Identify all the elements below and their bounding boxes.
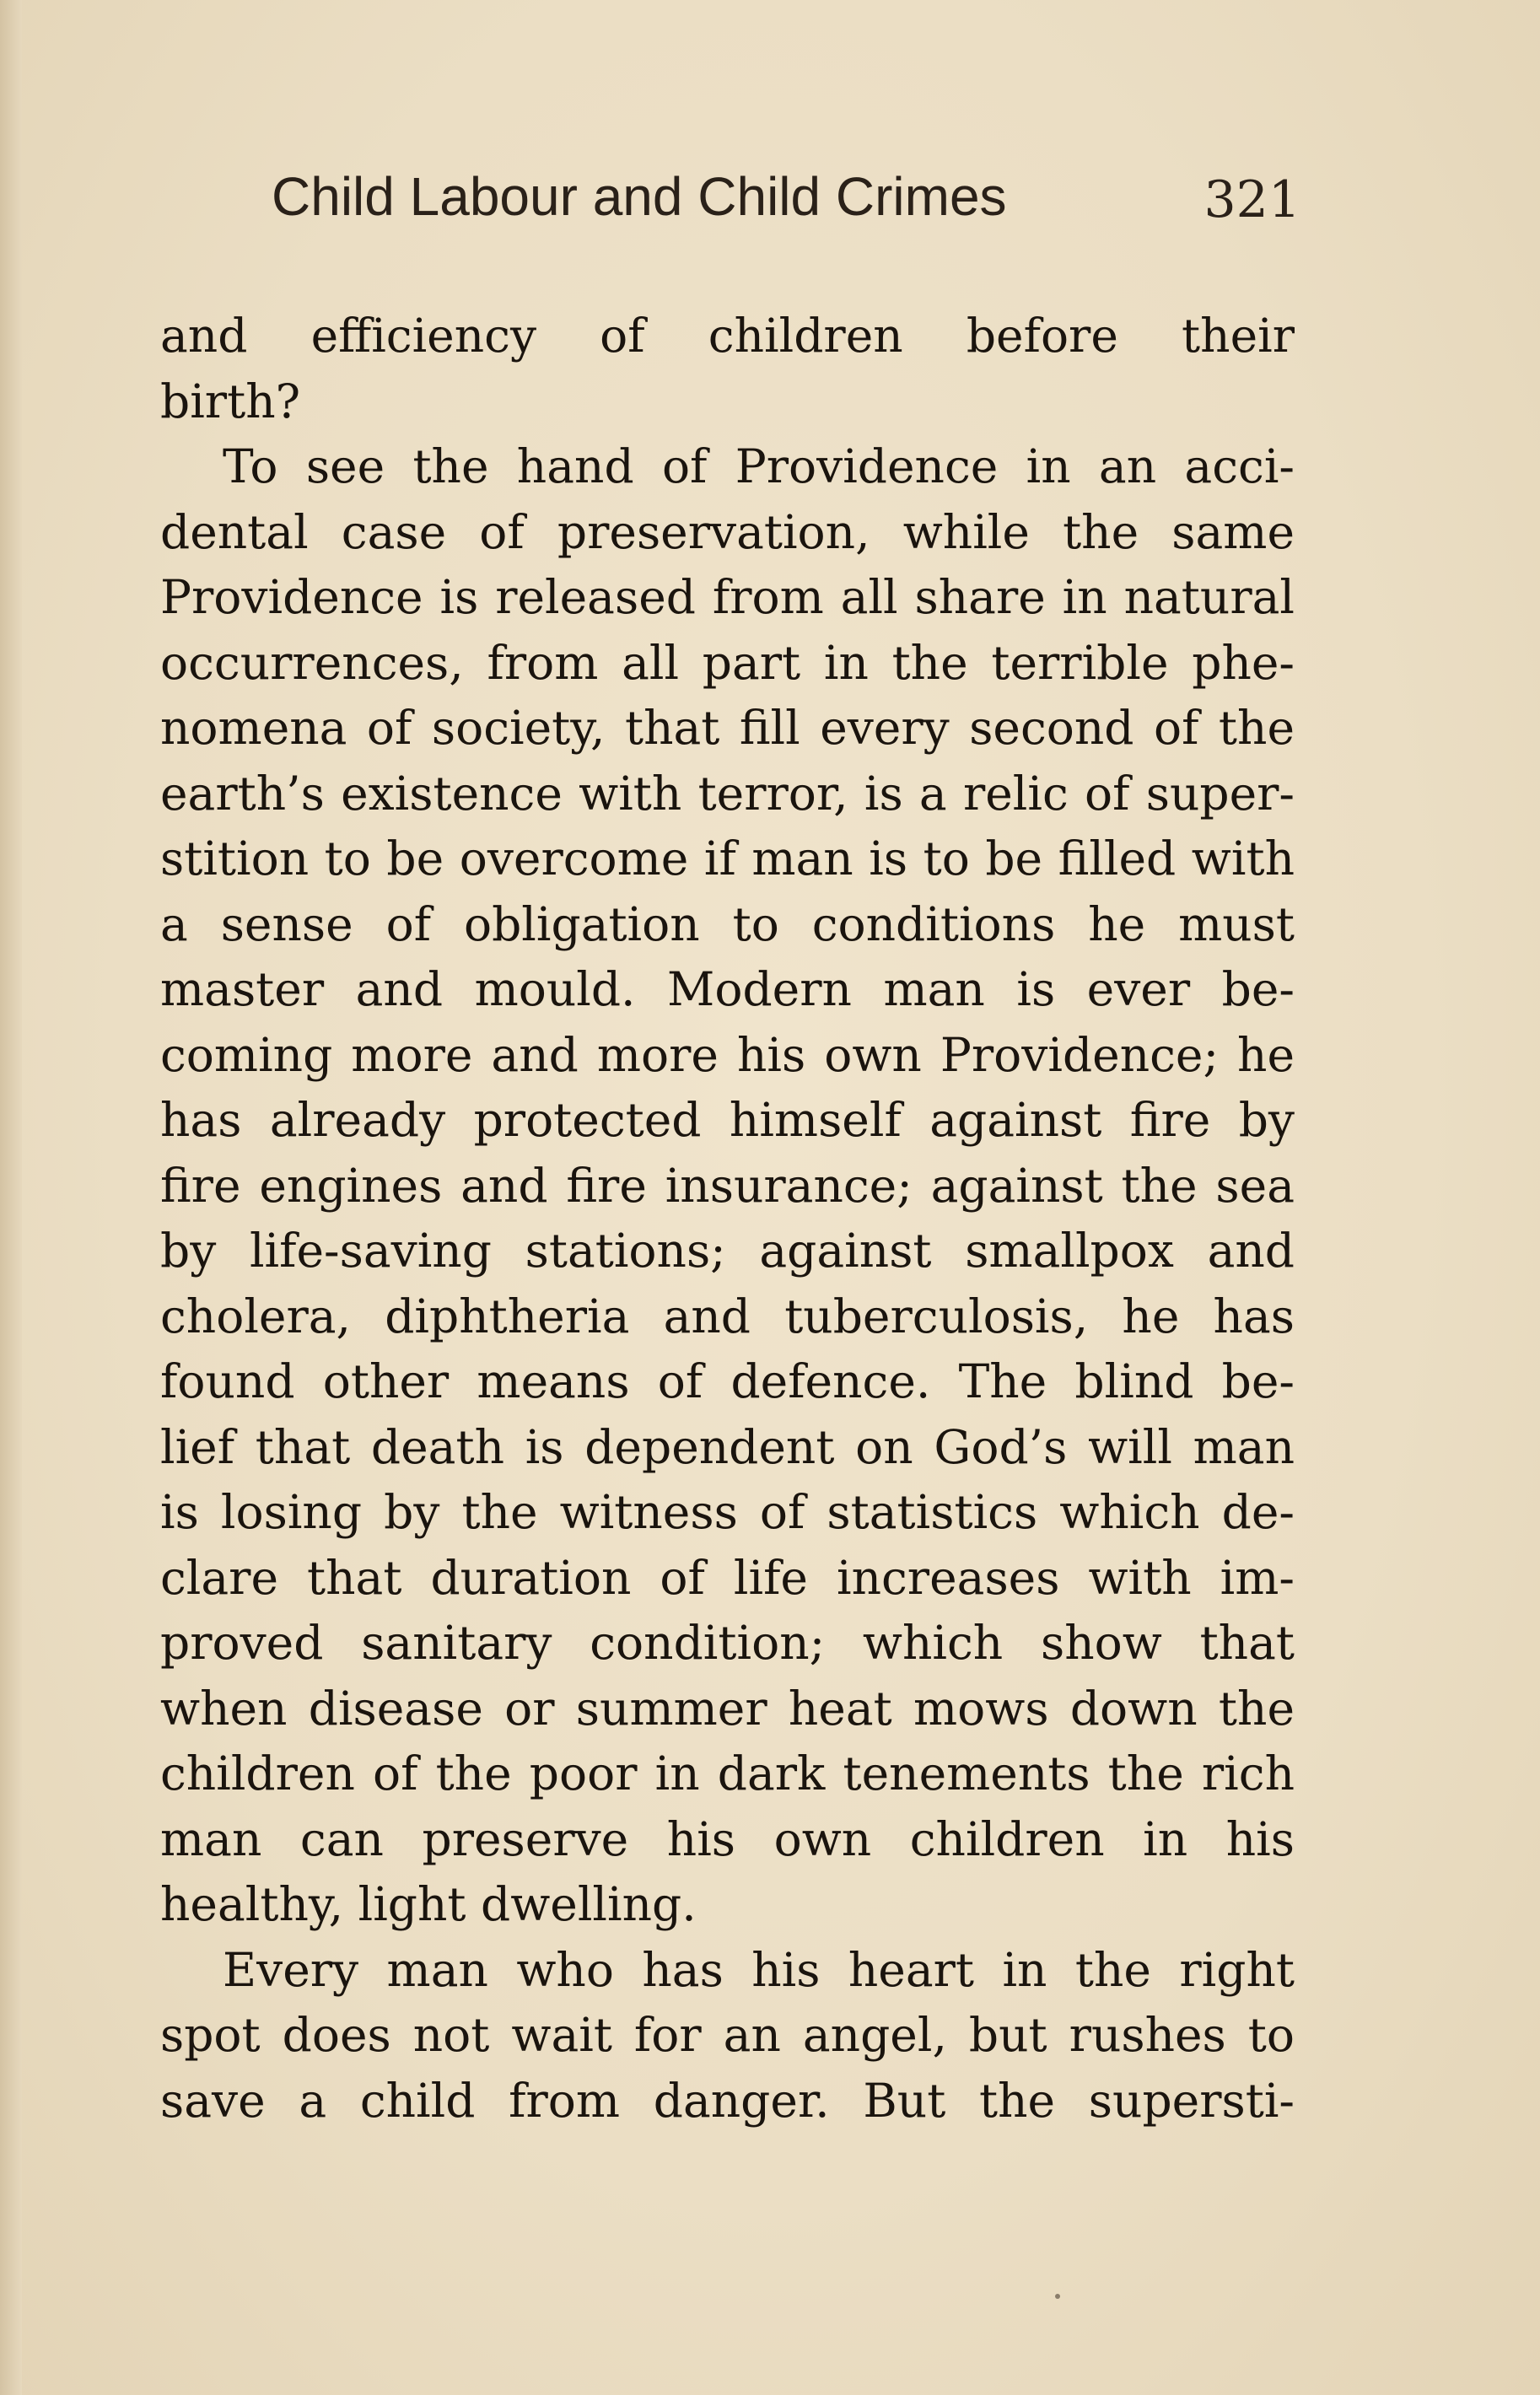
page-number: 321 [1203,170,1300,229]
text-line: children of the poor in dark tenements the rich [160,1746,1295,1800]
running-title: Child Labour and Child Crimes [272,166,1007,227]
text-line: earth’s existence with terror, is a relic of super- [160,766,1295,821]
text-line: spot does not wait for an angel, but rushes to [160,2008,1295,2062]
text-line: healthy, light dwelling. [160,1877,697,1931]
running-header [272,165,1300,241]
text-line: found other means of defence. The blind be- [160,1354,1295,1408]
page-gutter [0,0,22,2395]
text-line: Providence is released from all share in natural [160,570,1295,624]
text-line: nomena of society, that fill every second of the [160,701,1295,755]
text-line: lief that death is dependent on God’s will man [160,1419,1295,1474]
text-line: when disease or summer heat mows down the [160,1681,1295,1736]
body-text [160,304,1295,2134]
text-line: stition to be overcome if man is to be filled with [160,832,1295,885]
paragraph-3 [160,1938,1295,2134]
text-line: has already protected himself against fire by [160,1093,1295,1147]
text-line: by life-saving stations; against smallpox and [160,1224,1295,1278]
text-line: Every man who has his heart in the right [223,1942,1295,1997]
text-line: a sense of obligation to conditions he must [160,896,1295,951]
text-line: coming more and more his own Providence; he [160,1027,1295,1082]
text-line: fire engines and fire insurance; against the sea [160,1158,1295,1213]
text-line: occurrences, from all part in the terrible phe- [160,635,1295,690]
text-line: is losing by the witness of statistics which de- [160,1485,1295,1539]
paragraph-2 [160,434,1295,1938]
paragraph-1 [160,304,1295,434]
text-line: birth? [160,374,301,428]
text-line: dental case of preservation, while the same [160,504,1295,559]
text-line: proved sanitary condition; which show that [160,1616,1295,1670]
text-line: To see the hand of Providence in an acci- [223,439,1295,493]
text-line: man can preserve his own children in his [160,1811,1295,1866]
text-line: master and mould. Modern man is ever be- [160,962,1295,1016]
text-line: and efficiency of children before their [160,309,1295,363]
text-line: save a child from danger. But the supersti- [160,2073,1295,2128]
text-line: clare that duration of life increases with im- [160,1550,1295,1605]
paper-speck [1055,2294,1060,2299]
text-line: cholera, diphtheria and tuberculosis, he has [160,1289,1295,1343]
